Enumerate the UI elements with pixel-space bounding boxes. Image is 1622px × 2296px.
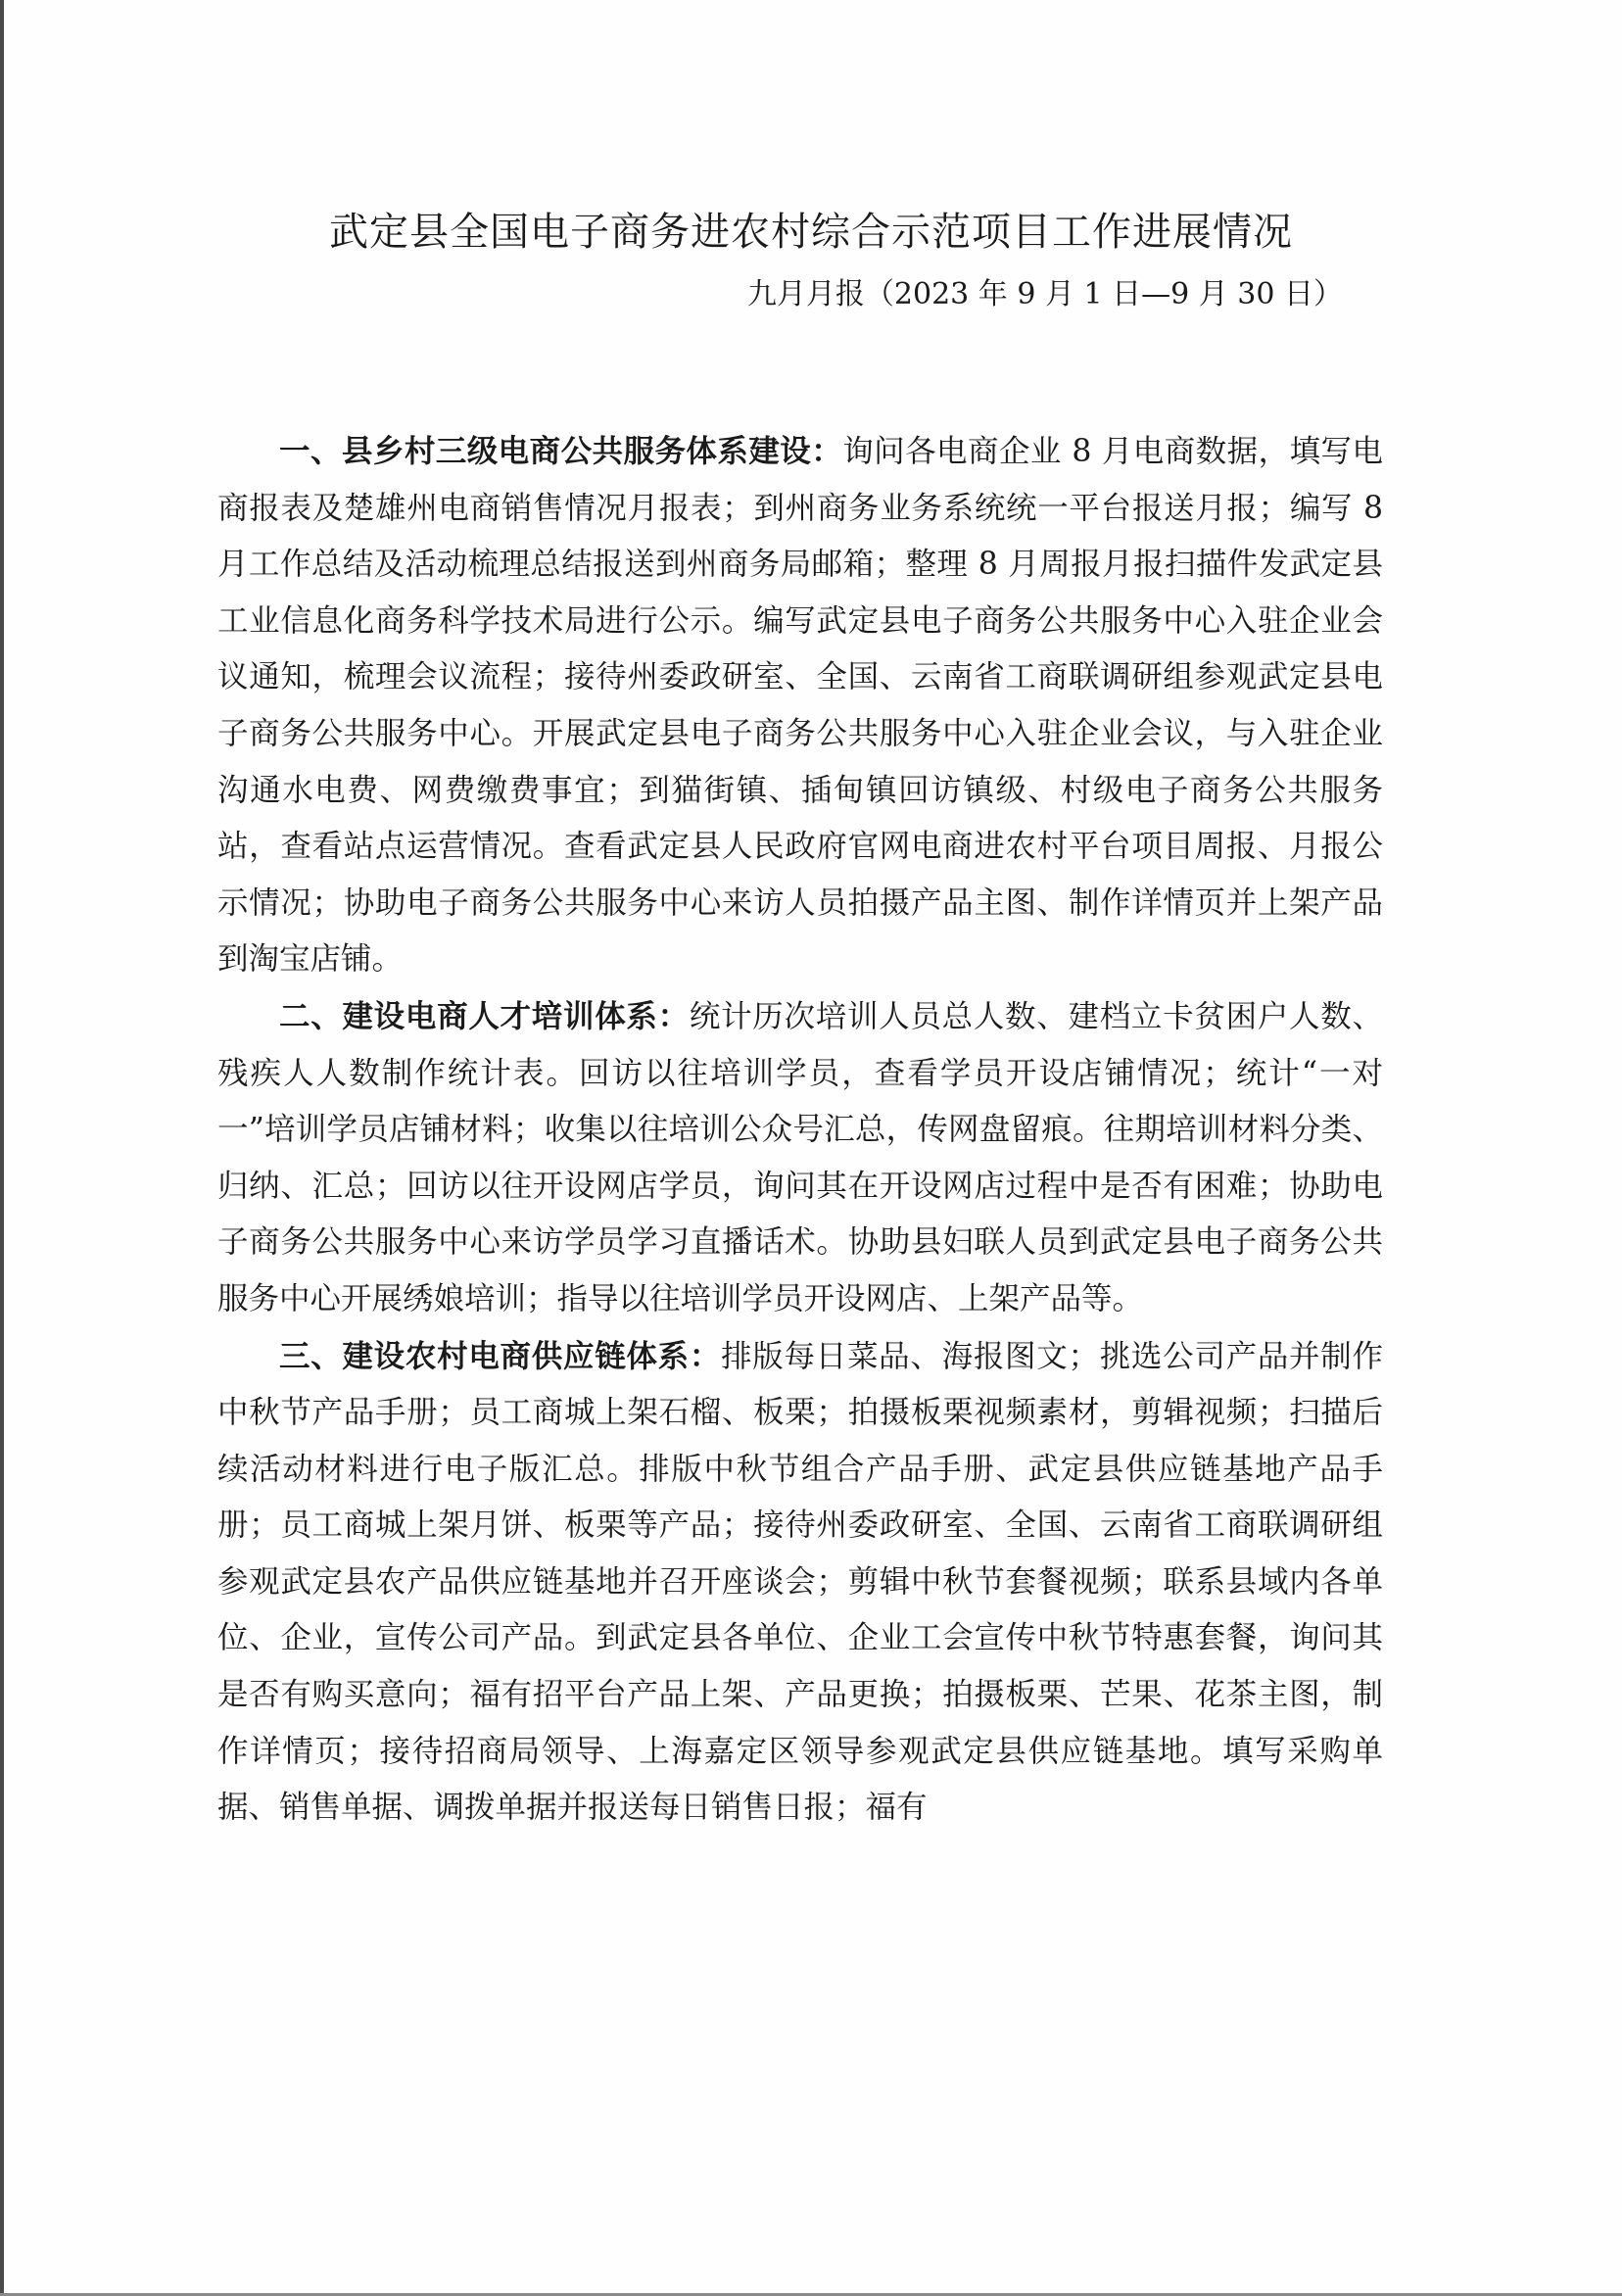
section-1-text: 询问各电商企业 8 月电商数据，填写电商报表及楚雄州电商销售情况月报表；到州商务业务系统统一平台报送月报；编写 8 月工作总结及活动梳理总结报送到州商务局邮箱；整理 8 月周报月报扫描件发武定县工业信息化商务科学技术局进行公示。编写武定县电子商务公共服务中心入驻企业会议通知，梳理会议流程；接待州委政研室、全国、云南省工商联调研组参观武定县电子商务公共服务中心。开展武定县电子商务公共服务中心入驻企业会议，与入驻企业沟通水电费、网费缴费事宜；到猫街镇、插甸镇回访镇级、村级电子商务公共服务站，查看站点运营情况。查看武定县人民政府官网电商进农村平台项目周报、月报公示情况；协助电子商务公共服务中心来访人员拍摄产品主图、制作详情页并上架产品到淘宝店铺。 (217, 434, 1383, 978)
section-3 (217, 1328, 1383, 1837)
document-title: 武定县全国电子商务进农村综合示范项目工作进展情况 (329, 210, 1293, 255)
section-2-text: 统计历次培训人员总人数、建档立卡贫困户人数、残疾人人数制作统计表。回访以往培训学员，查看学员开设店铺情况；统计“一对一”培训学员店铺材料；收集以往培训公众号汇总，传网盘留痕。往期培训材料分类、归纳、汇总；回访以往开设网店学员，询问其在开设网店过程中是否有困难；协助电子商务公共服务中心来访学员学习直播话术。协助县妇联人员到武定县电子商务公共服务中心开展绣娘培训；指导以往培训学员开设网店、上架产品等。 (217, 998, 1383, 1316)
scan-edge-left (0, 0, 4, 2296)
section-3-text: 排版每日菜品、海报图文；挑选公司产品并制作中秋节产品手册；员工商城上架石榴、板栗；拍摄板栗视频素材，剪辑视频；扫描后续活动材料进行电子版汇总。排版中秋节组合产品手册、武定县供应链基地产品手册；员工商城上架月饼、板栗等产品；接待州委政研室、全国、云南省工商联调研组参观武定县农产品供应链基地并召开座谈会；剪辑中秋节套餐视频；联系县域内各单位、企业，宣传公司产品。到武定县各单位、企业工会宣传中秋节特惠套餐，询问其是否有购买意向；福有招平台产品上架、产品更换；拍摄板栗、芒果、花茶主图，制作详情页；接待招商局领导、上海嘉定区领导参观武定县供应链基地。填写采购单据、销售单据、调拨单据并报送每日销售日报；福有 (217, 1338, 1383, 1826)
document-subtitle: 九月月报（2023 年 9 月 1 日—9 月 30 日） (746, 277, 1343, 311)
section-3-heading: 三、建设农村电商供应链体系： (279, 1337, 722, 1374)
section-2 (217, 988, 1383, 1328)
document-body (217, 423, 1383, 1837)
section-1 (217, 423, 1383, 988)
section-2-heading: 二、建设电商人才培训体系： (279, 997, 690, 1034)
section-1-heading: 一、县乡村三级电商公共服务体系建设： (279, 433, 843, 469)
